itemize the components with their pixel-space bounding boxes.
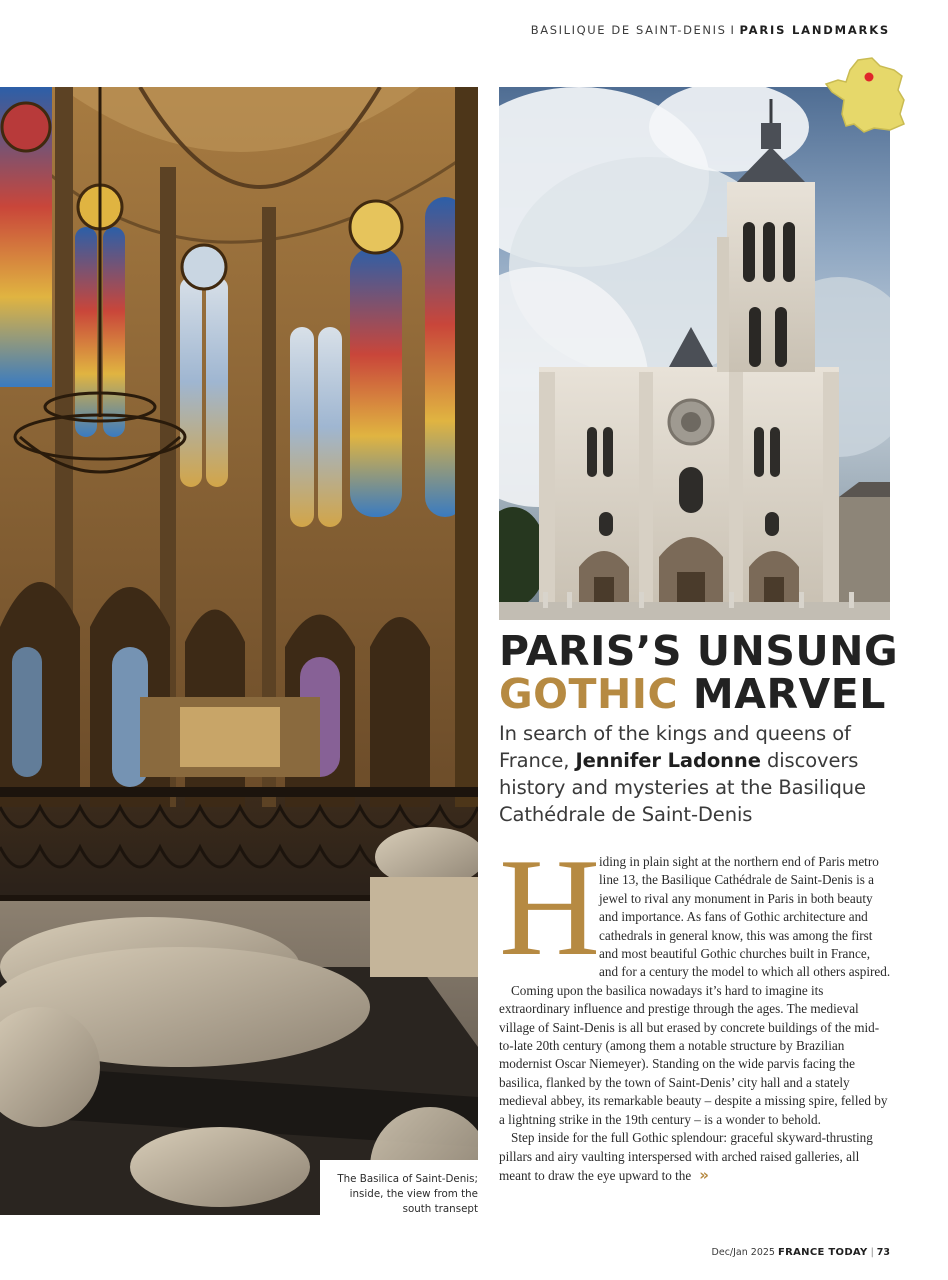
folio-magazine: FRANCE TODAY [778, 1247, 868, 1258]
headline-line1: PARIS’S UNSUNG [499, 627, 899, 675]
cathedral-interior-photo [0, 87, 478, 1215]
body-paragraph: Coming upon the basilica nowadays it’s hard to imagine its extraordinary influence and prestige through the ages. The medieval village of Saint-Denis is all but erased by concrete buildings of the mid-to-late 20th century (among them a notable structure by Brazilian modernist Oscar Niemeyer). Standing on the wide parvis facing the basilica, flanked by the town of Saint-Denis’ city hall and a stately medieval abbey, its remarkable beauty – despite a missing spire, felled by a lightning strike in the 19th century – is a wonder to behold. [499, 982, 888, 1127]
folio-issue: Dec/Jan 2025 [711, 1247, 775, 1258]
continue-arrow-icon: » [699, 1165, 709, 1184]
author-name: Jennifer Ladonne [575, 749, 761, 772]
photo-caption [320, 1160, 484, 1216]
body-paragraph [499, 830, 891, 985]
running-head [531, 23, 890, 37]
article-headline [499, 627, 919, 718]
running-head-series: PARIS LANDMARKS [739, 23, 890, 37]
article-standfirst [499, 720, 879, 828]
standfirst-rest: discovers history and mysteries at the Basilique Cathédrale de Saint-Denis [499, 749, 866, 826]
paragraph-text: iding in plain sight at the northern end of Paris metro line 13, the Basilique Cathédrale de Saint-Denis is a jewel to rival any monument in Paris in both beauty and importance. As fans of Gothic architecture and cathedrals in general know, this was among the first and most beautiful Gothic churches built in France, and for a century the model to which all others aspired. [599, 854, 891, 980]
folio-bar: | [870, 1247, 874, 1258]
headline-accent-word: GOTHIC [499, 670, 679, 718]
page-number: 73 [876, 1247, 890, 1258]
caption-line: south transept [402, 1203, 478, 1215]
caption-line: inside, the view from the [349, 1188, 478, 1200]
cathedral-facade-photo [499, 87, 890, 620]
caption-line: The Basilica of Saint-Denis; [337, 1173, 478, 1185]
headline-line2-rest: MARVEL [692, 670, 886, 718]
running-head-section: BASILIQUE DE SAINT-DENIS [530, 23, 727, 37]
running-head-separator: I [730, 23, 736, 37]
page-folio [712, 1247, 890, 1258]
drop-cap: H [499, 830, 601, 985]
body-paragraph [499, 1129, 891, 1185]
headline-line2 [499, 670, 919, 718]
paragraph-text: Step inside for the full Gothic splendour: graceful skyward-thrusting pillars and airy vaulting interspersed with arched raised galleries, all meant to draw the eye upward to the [499, 1130, 873, 1183]
france-map-icon [824, 56, 910, 134]
article-body [499, 830, 891, 1185]
standfirst-intro: In search of the kings and queens of France, [499, 722, 851, 772]
